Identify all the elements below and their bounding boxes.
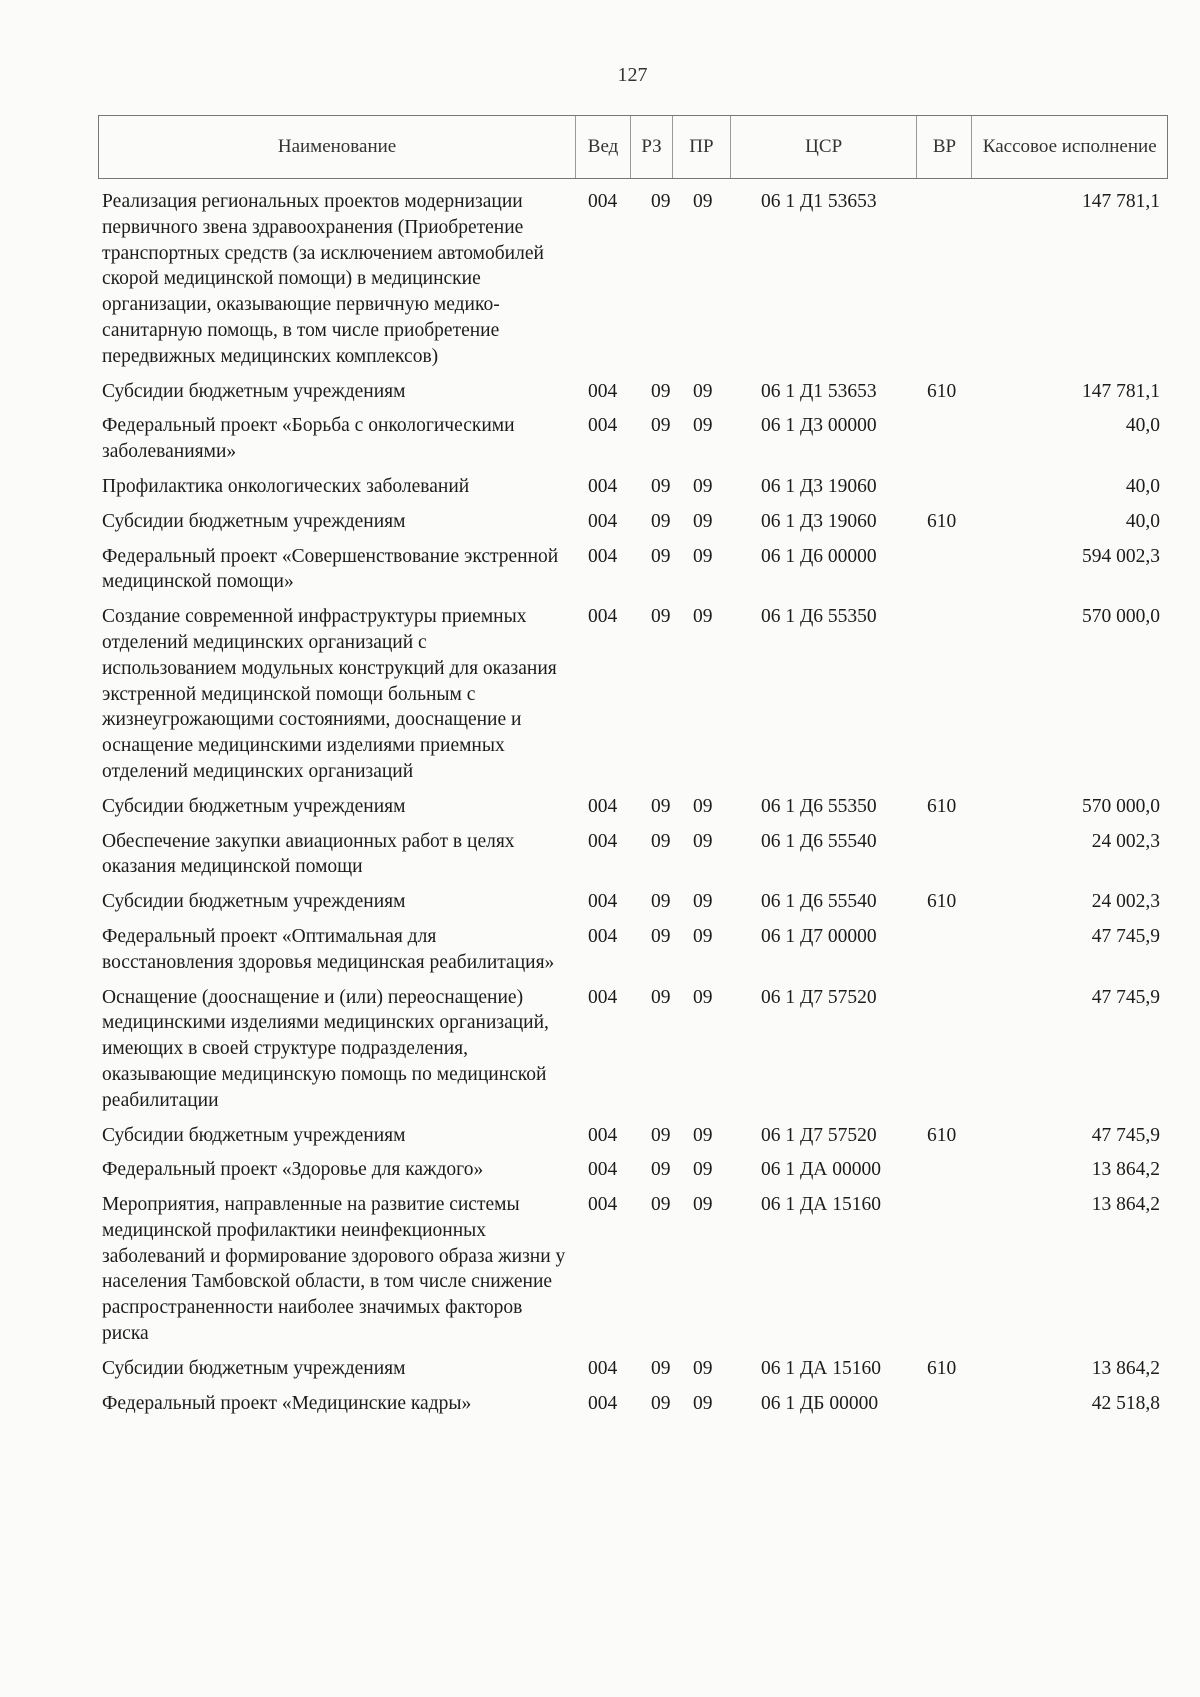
row-ved: 004 [588,380,618,402]
row-name: Субсидии бюджетным учреждениям [102,1124,406,1146]
row-vr [918,544,973,596]
table-row [98,413,1168,465]
row-pr: 09 [693,191,713,212]
row-name: Мероприятия, направленные на развитие системы медицинской профилактики неинфекционных заболеваний и формирование здорового образа жизни у населения Тамбовской области, в том числе снижение распространенности наиболее значимых факторов риска [102,1194,566,1345]
row-csr: 06 1 Д7 57520 [761,986,877,1008]
row-rz: 09 [651,891,671,913]
row-amount: 47 745,9 [1091,986,1160,1008]
row-ved: 004 [588,1194,618,1216]
row-name: Федеральный проект «Борьба с онкологическими заболеваниями» [102,415,515,463]
row-vr [918,829,973,881]
row-pr: 09 [693,986,713,1008]
row-csr: 06 1 ДА 15160 [761,1194,882,1216]
row-vr: 610 [927,380,957,402]
row-name: Субсидии бюджетным учреждениям [102,1357,406,1379]
table-row [98,1356,1168,1382]
table-row [98,509,1168,535]
table-row [98,985,1168,1114]
row-ved: 004 [588,1357,618,1379]
row-csr: 06 1 Д6 00000 [761,545,877,567]
row-amount: 24 002,3 [1091,891,1160,913]
row-rz: 09 [651,191,671,212]
row-pr: 09 [693,925,713,947]
row-amount: 570 000,0 [1082,795,1160,817]
row-amount: 42 518,8 [1091,1392,1160,1414]
row-vr: 610 [927,1124,957,1146]
table-row [98,829,1168,881]
table-row [98,1391,1168,1417]
header-csr: ЦСР [731,116,918,178]
row-pr: 09 [693,1392,713,1414]
row-ved: 004 [588,191,618,212]
table-header [98,115,1168,179]
row-amount: 147 781,1 [1082,380,1160,402]
row-rz: 09 [651,925,671,947]
row-ved: 004 [588,830,618,852]
row-ved: 004 [588,1392,618,1414]
row-name: Создание современной инфраструктуры приемных отделений медицинских организаций с использованием модульных конструкций для оказания экстренной медицинской помощи больным с жизнеугрожающими состояниями, дооснащение и оснащение медицинскими изделиями приемных отделений медицинских организаций [102,606,557,782]
row-csr: 06 1 Д6 55350 [761,606,877,628]
row-amount: 147 781,1 [1082,191,1160,212]
row-pr: 09 [693,891,713,913]
row-rz: 09 [651,986,671,1008]
table-row [98,544,1168,596]
row-amount: 40,0 [1125,510,1160,532]
header-amount: Кассовое исполнение [982,136,1157,157]
table-row [98,924,1168,976]
row-name: Федеральный проект «Здоровье для каждого» [102,1159,484,1181]
row-ved: 004 [588,415,618,437]
row-rz: 09 [651,415,671,437]
row-rz: 09 [651,1357,671,1379]
row-ved: 004 [588,510,618,532]
row-rz: 09 [651,380,671,402]
row-csr: 06 1 Д7 00000 [761,925,877,947]
row-ved: 004 [588,1159,618,1181]
row-amount: 40,0 [1125,415,1160,437]
row-amount: 594 002,3 [1082,545,1160,567]
row-rz: 09 [651,1124,671,1146]
row-amount: 13 864,2 [1091,1357,1160,1379]
row-ved: 004 [588,925,618,947]
table-row [98,189,1168,370]
row-csr: 06 1 ДБ 00000 [761,1392,879,1414]
row-rz: 09 [651,795,671,817]
row-name: Субсидии бюджетным учреждениям [102,795,406,817]
row-name: Реализация региональных проектов модернизации первичного звена здравоохранения (Приобретение транспортных средств (за исключением автомобилей скорой медицинской помощи) в медицинские организации, оказывающие первичную медико-санитарную помощь, в том числе приобретение передвижных медицинских комплексов) [102,191,544,367]
row-csr: 06 1 ДА 00000 [761,1159,882,1181]
row-vr [918,985,973,1114]
row-ved: 004 [588,891,618,913]
row-vr: 610 [927,891,957,913]
row-ved: 004 [588,795,618,817]
row-amount: 40,0 [1125,475,1160,497]
row-vr: 610 [927,1357,957,1379]
row-vr: 610 [927,510,957,532]
row-vr [918,1192,973,1347]
row-ved: 004 [588,545,618,567]
row-rz: 09 [651,830,671,852]
header-rz: РЗ [631,116,673,178]
row-pr: 09 [693,475,713,497]
row-rz: 09 [651,1194,671,1216]
table-row [98,604,1168,785]
row-csr: 06 1 Д1 53653 [761,191,877,212]
row-rz: 09 [651,545,671,567]
row-vr [918,1391,973,1417]
row-ved: 004 [588,986,618,1008]
table-row [98,889,1168,915]
table-body [98,189,1168,1416]
table-row [98,379,1168,405]
row-pr: 09 [693,1194,713,1216]
row-pr: 09 [693,1357,713,1379]
table-row [98,1157,1168,1183]
row-csr: 06 1 ДА 15160 [761,1357,882,1379]
page-number: 127 [617,64,648,86]
row-csr: 06 1 Д1 53653 [761,380,877,402]
row-name: Федеральный проект «Оптимальная для восстановления здоровья медицинская реабилитация» [102,925,555,973]
header-name: Наименование [99,116,576,178]
row-vr: 610 [927,795,957,817]
table-row [98,1192,1168,1347]
row-csr: 06 1 Д6 55350 [761,795,877,817]
table-row [98,794,1168,820]
header-ved: Вед [576,116,631,178]
row-rz: 09 [651,1159,671,1181]
row-ved: 004 [588,606,618,628]
row-ved: 004 [588,475,618,497]
budget-table [98,115,1168,1425]
row-pr: 09 [693,795,713,817]
row-csr: 06 1 Д6 55540 [761,891,877,913]
row-name: Субсидии бюджетным учреждениям [102,380,406,402]
row-vr [918,924,973,976]
row-name: Субсидии бюджетным учреждениям [102,891,406,913]
row-vr [918,413,973,465]
row-amount: 24 002,3 [1091,830,1160,852]
row-csr: 06 1 Д6 55540 [761,830,877,852]
table-row [98,1123,1168,1149]
row-vr [918,189,973,370]
row-pr: 09 [693,510,713,532]
row-pr: 09 [693,606,713,628]
row-name: Обеспечение закупки авиационных работ в целях оказания медицинской помощи [102,830,515,878]
row-amount: 13 864,2 [1091,1159,1160,1181]
row-csr: 06 1 Д3 00000 [761,415,877,437]
row-name: Федеральный проект «Медицинские кадры» [102,1392,472,1414]
row-vr [918,1157,973,1183]
header-vr: ВР [917,116,972,178]
row-vr [918,604,973,785]
row-csr: 06 1 Д3 19060 [761,475,877,497]
table-row [98,474,1168,500]
row-csr: 06 1 Д3 19060 [761,510,877,532]
row-name: Субсидии бюджетным учреждениям [102,510,406,532]
row-ved: 004 [588,1124,618,1146]
row-pr: 09 [693,545,713,567]
row-pr: 09 [693,830,713,852]
row-pr: 09 [693,1124,713,1146]
row-amount: 47 745,9 [1091,925,1160,947]
row-amount: 47 745,9 [1091,1124,1160,1146]
row-pr: 09 [693,415,713,437]
header-pr: ПР [673,116,731,178]
row-rz: 09 [651,606,671,628]
row-name: Оснащение (дооснащение и (или) переоснащение) медицинскими изделиями медицинских организаций, имеющих в своей структуре подразделения, оказывающие медицинскую помощь по медицинской реабилитации [102,986,549,1111]
row-pr: 09 [693,380,713,402]
row-rz: 09 [651,475,671,497]
row-name: Профилактика онкологических заболеваний [102,475,470,497]
row-pr: 09 [693,1159,713,1181]
row-rz: 09 [651,510,671,532]
row-rz: 09 [651,1392,671,1414]
row-amount: 13 864,2 [1091,1194,1160,1216]
row-amount: 570 000,0 [1082,606,1160,628]
row-csr: 06 1 Д7 57520 [761,1124,877,1146]
row-name: Федеральный проект «Совершенствование экстренной медицинской помощи» [102,545,559,593]
row-vr [918,474,973,500]
